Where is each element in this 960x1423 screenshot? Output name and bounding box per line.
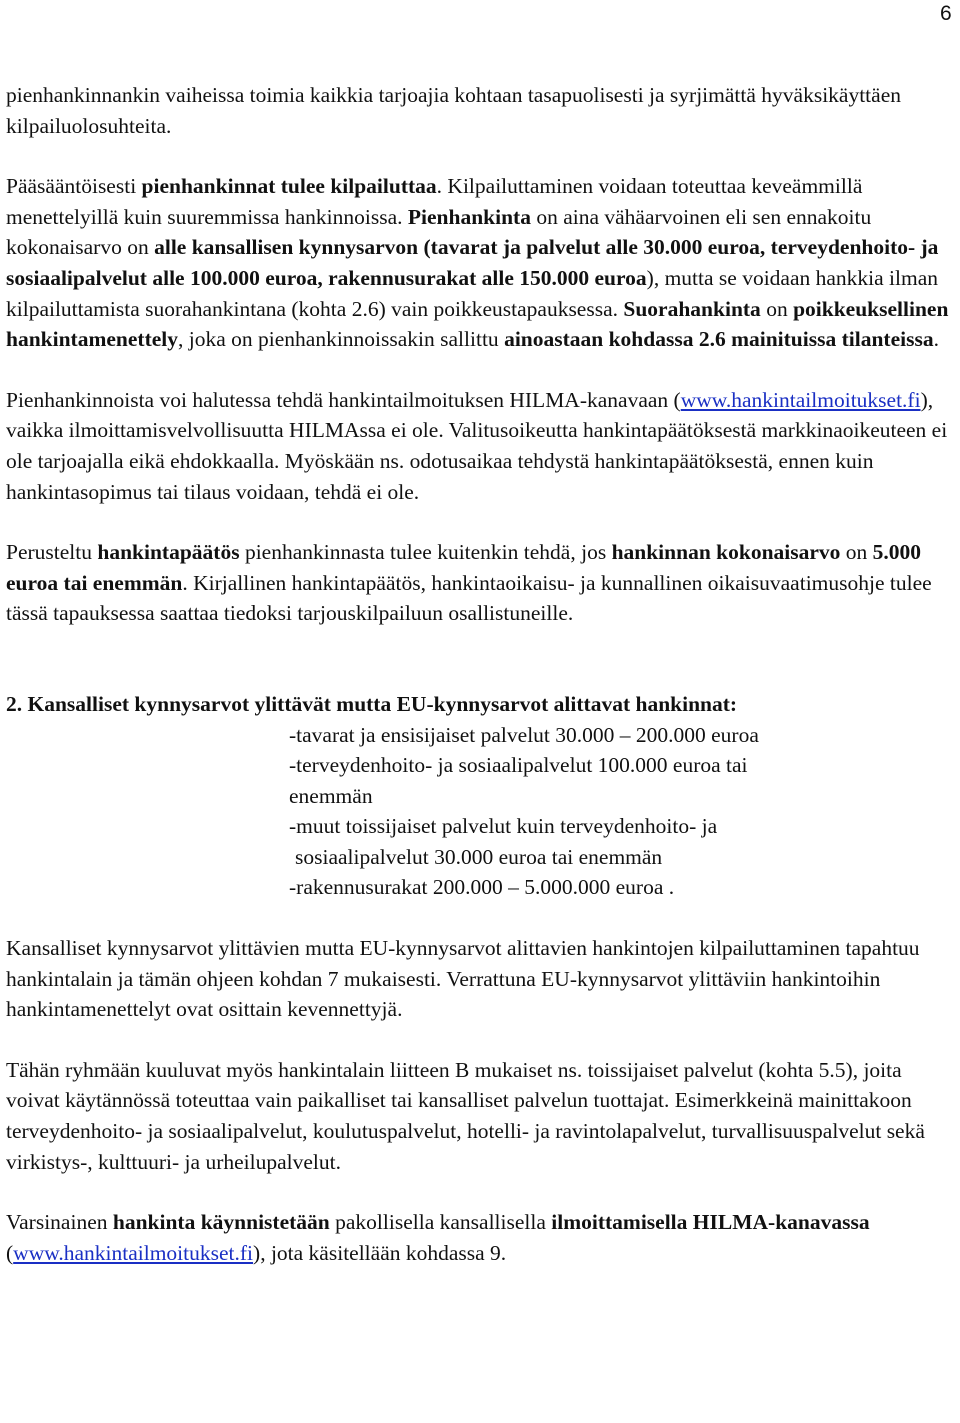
- paragraph-small-procurement: Pääsääntöisesti pienhankinnat tulee kilpailuttaa. Kilpailuttaminen voidaan toteuttaa keveämmillä menettelyillä kuin suuremmissa hankinnoissa. Pienhankinta on aina vähäarvoinen eli sen ennakoitu kokonaisarvo on alle kansallisen kynnysarvon (tavarat ja palvelut alle 30.000 euroa, terveydenhoito- ja sosiaalipalvelut alle 100.000 euroa, rakennusurakat alle 150.000 euroa), mutta se voidaan hankkia ilman kilpailuttamista suorahankintana (kohta 2.6) vain poikkeustapauksessa. Suorahankinta on poikkeuksellinen hankintamenettely, joka on pienhankinnoissakin sallittu ainoastaan kohdassa 2.6 mainituissa tilanteissa.: [6, 174, 949, 352]
- list-item: -muut toissijaiset palvelut kuin terveydenhoito- ja: [289, 814, 718, 839]
- list-item: -rakennusurakat 200.000 – 5.000.000 euroa .: [289, 875, 675, 900]
- paragraph-secondary-services: Tähän ryhmään kuuluvat myös hankintalain liitteen B mukaiset ns. toissijaiset palvelut (kohta 5.5), joita voivat käytännössä toteuttaa vain paikalliset tai kansalliset palvelun tuottajat. Esimerkkeinä mainittakoon terveydenhoito- ja sosiaalipalvelut, koulutuspalvelut, hotelli- ja ravintolapalvelut, turvallisuuspalvelut sekä virkistys-, kulttuuri- ja urheilupalvelut.: [6, 1057, 925, 1174]
- paragraph-fair-treatment: pienhankinnankin vaiheissa toimia kaikkia tarjoajia kohtaan tasapuolisesti ja syrjimättä hyväksikäyttäen kilpailuolosuhteita.: [6, 83, 901, 138]
- document-body: [6, 80, 954, 1268]
- list-item: -tavarat ja ensisijaiset palvelut 30.000 – 200.000 euroa: [289, 722, 759, 747]
- list-item: enemmän: [289, 783, 373, 808]
- section-heading: 2. Kansalliset kynnysarvot ylittävät mutta EU-kynnysarvot alittavat hankinnat:: [6, 691, 738, 716]
- emphasis-small-procurement: Pienhankinta: [407, 204, 531, 229]
- hilma-link[interactable]: www.hankintailmoitukset.fi: [680, 387, 921, 412]
- emphasis-national-threshold: alle kansallisen kynnysarvon (tavarat ja palvelut alle 30.000 euroa, terveydenhoito- ja sosiaalipalvelut alle 100.000 euroa, rakennusurakat alle 150.000 euroa: [6, 235, 939, 290]
- threshold-list: [289, 720, 954, 904]
- page-number: 6: [940, 2, 952, 25]
- emphasis-5000-euro: 5.000 euroa tai enemmän: [6, 540, 922, 595]
- emphasis-only-section: ainoastaan kohdassa 2.6 mainituissa tilanteissa: [504, 327, 934, 352]
- emphasis-decision: hankintapäätös: [97, 540, 240, 565]
- list-item: sosiaalipalvelut 30.000 euroa tai enemmän: [295, 844, 663, 869]
- paragraph-procurement-decision: Perusteltu hankintapäätös pienhankinnasta tulee kuitenkin tehdä, jos hankinnan kokonaisarvo on 5.000 euroa tai enemmän. Kirjallinen hankintapäätös, hankintaoikaisu- ja kunnallinen oikaisuvaatimusohje tulee tässä tapauksessa saattaa tiedoksi tarjouskilpailuun osallistuneille.: [6, 540, 932, 626]
- emphasis-exceptional-procedure: poikkeuksellinen hankintamenettely: [6, 296, 949, 352]
- emphasis-hilma-channel: ilmoittamisella HILMA-kanavassa: [551, 1210, 870, 1235]
- hilma-link[interactable]: www.hankintailmoitukset.fi: [13, 1240, 254, 1265]
- paragraph-competition-rules: Kansalliset kynnysarvot ylittävien mutta EU-kynnysarvot alittavien hankintojen kilpailuttaminen tapahtuu hankintalain ja tämän ohjeen kohdan 7 mukaisesti. Verrattuna EU-kynnysarvot ylittäviin hankintoihin hankintamenettelyt ovat osittain kevennettyjä.: [6, 936, 920, 1022]
- emphasis-procurement-start: hankinta käynnistetään: [112, 1210, 330, 1235]
- emphasis-total-value: hankinnan kokonaisarvo: [611, 540, 841, 565]
- paragraph-hilma-announcement: Varsinainen hankinta käynnistetään pakollisella kansallisella ilmoittamisella HILMA-kanavassa (www.hankintailmoitukset.fi), jota käsitellään kohdassa 9.: [6, 1210, 870, 1265]
- emphasis-direct-procurement: Suorahankinta: [623, 296, 761, 321]
- list-item: -terveydenhoito- ja sosiaalipalvelut 100.000 euroa tai: [289, 753, 748, 778]
- emphasis-competition: pienhankinnat tulee kilpailuttaa: [141, 174, 437, 199]
- paragraph-hilma-notice: Pienhankinnoista voi halutessa tehdä hankintailmoituksen HILMA-kanavaan (www.hankintailmoitukset.fi), vaikka ilmoittamisvelvollisuutta HILMAssa ei ole. Valitusoikeutta hankintapäätöksestä markkinaoikeuteen ei ole tarjoajalla eikä ehdokkaalla. Myöskään ns. odotusaikaa tehdystä hankintapäätöksestä, ennen kuin hankintasopimus tai tilaus voidaan, tehdä ei ole.: [6, 387, 948, 504]
